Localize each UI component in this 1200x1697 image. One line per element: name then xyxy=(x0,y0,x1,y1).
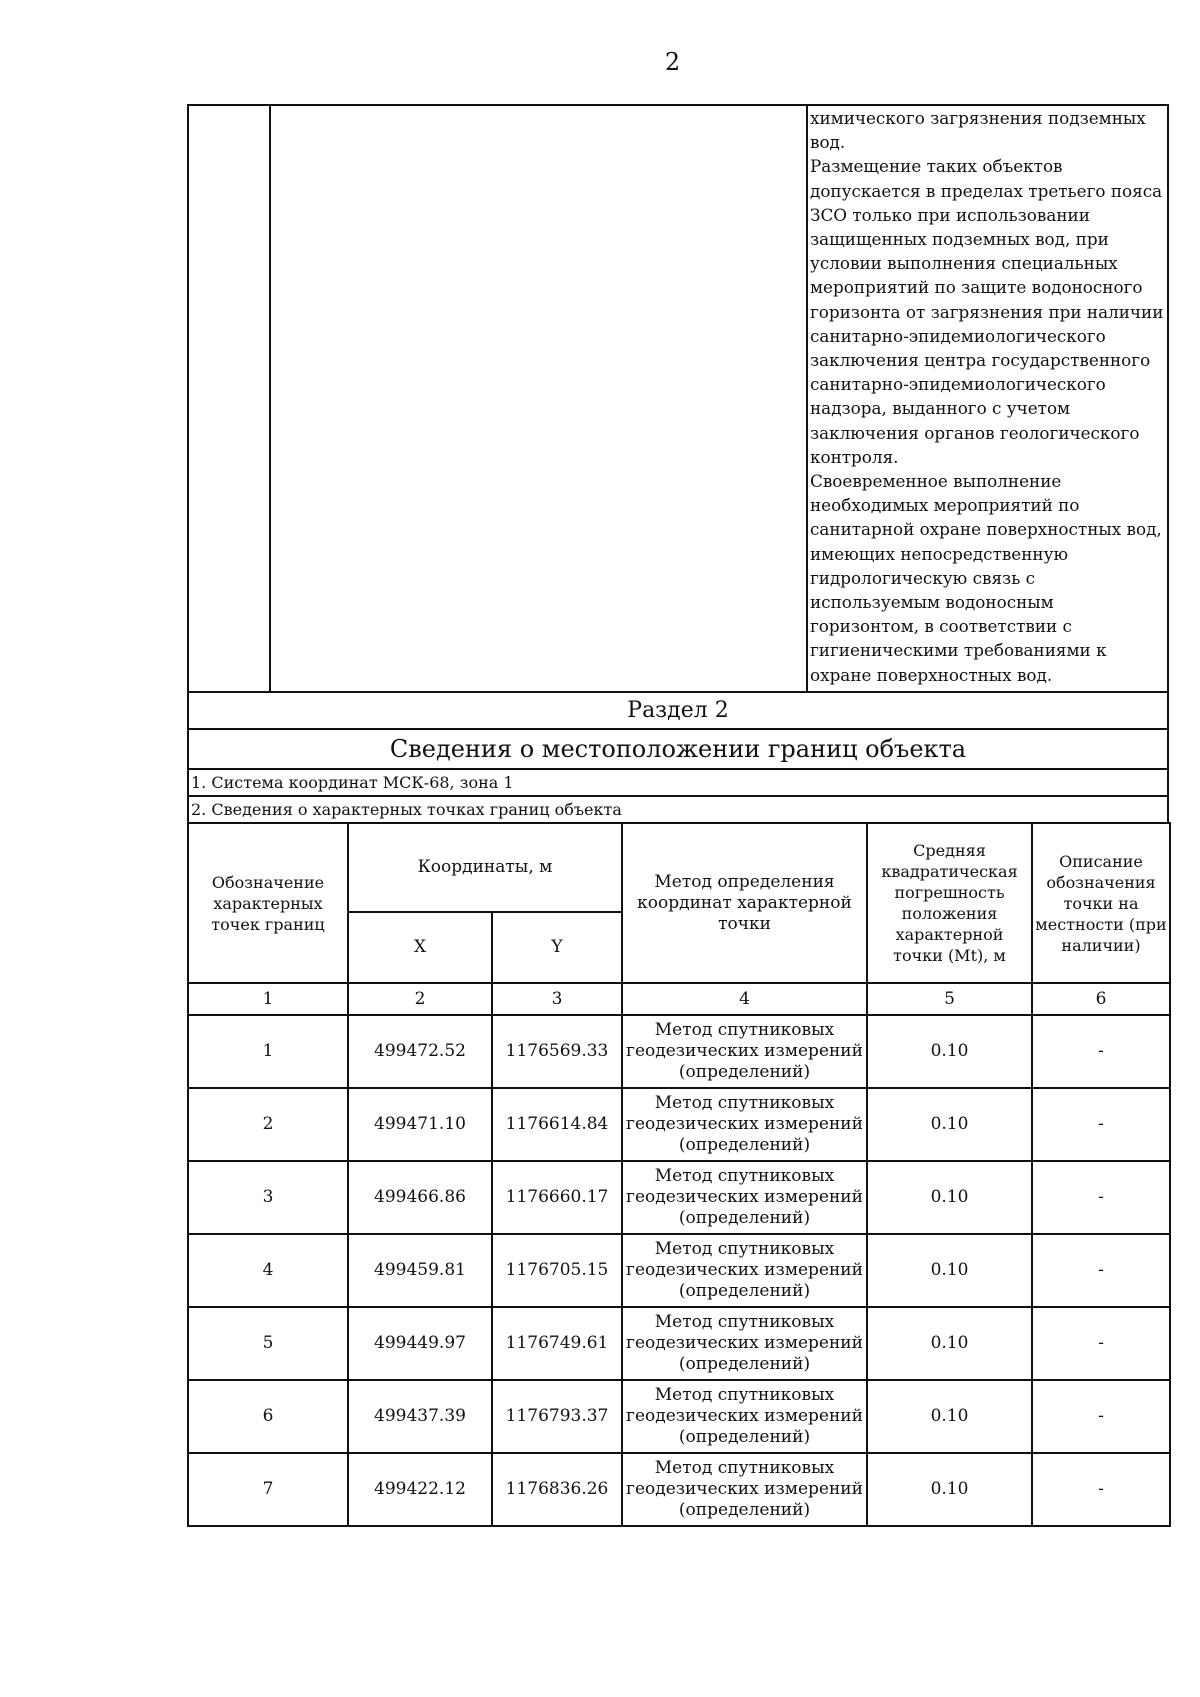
point-id: 7 xyxy=(188,1453,348,1526)
document-body xyxy=(187,104,1169,1527)
point-y: 1176836.26 xyxy=(492,1453,622,1526)
table-row xyxy=(188,1380,1170,1453)
empty-cell-b xyxy=(271,106,808,691)
column-number: 2 xyxy=(348,983,492,1015)
paragraph: химического загрязнения подземных вод. xyxy=(810,108,1146,153)
paragraph: Размещение таких объектов допускается в пределах третьего пояса ЗСО только при использовании защищенных подземных вод, при условии выполнения специальных мероприятий по защите водоносного горизонта от загрязнения при наличии санитарно-эпидемиологического заключения центра государственного санитарно-эпидемиологического надзора, выданного с учетом заключения органов геологического контроля. xyxy=(810,156,1164,467)
points-caption-row: 2. Сведения о характерных точках границ объекта xyxy=(187,795,1169,822)
point-method: Метод спутниковых геодезических измерений (определений) xyxy=(622,1161,867,1234)
point-description: - xyxy=(1032,1015,1170,1088)
point-y: 1176569.33 xyxy=(492,1015,622,1088)
header-description: Описание обозначения точки на местности (при наличии) xyxy=(1032,823,1170,983)
point-x: 499437.39 xyxy=(348,1380,492,1453)
paragraph: Своевременное выполнение необходимых мероприятий по санитарной охране поверхностных вод, имеющих непосредственную гидрологическую связь с используемым водоносным горизонтом, в соответствии с гигиеническими требованиями к охране поверхностных вод. xyxy=(810,471,1162,685)
point-description: - xyxy=(1032,1307,1170,1380)
point-id: 5 xyxy=(188,1307,348,1380)
point-description: - xyxy=(1032,1380,1170,1453)
point-error: 0.10 xyxy=(867,1088,1032,1161)
restrictions-text xyxy=(808,106,1167,691)
point-error: 0.10 xyxy=(867,1015,1032,1088)
point-x: 499449.97 xyxy=(348,1307,492,1380)
point-description: - xyxy=(1032,1234,1170,1307)
point-x: 499422.12 xyxy=(348,1453,492,1526)
point-y: 1176614.84 xyxy=(492,1088,622,1161)
header-y: Y xyxy=(492,912,622,983)
point-error: 0.10 xyxy=(867,1234,1032,1307)
point-method: Метод спутниковых геодезических измерений (определений) xyxy=(622,1380,867,1453)
table-row xyxy=(188,1307,1170,1380)
point-x: 499471.10 xyxy=(348,1088,492,1161)
point-id: 1 xyxy=(188,1015,348,1088)
point-y: 1176749.61 xyxy=(492,1307,622,1380)
point-method: Метод спутниковых геодезических измерений (определений) xyxy=(622,1307,867,1380)
point-error: 0.10 xyxy=(867,1307,1032,1380)
empty-cell-a xyxy=(189,106,271,691)
point-x: 499472.52 xyxy=(348,1015,492,1088)
column-number: 5 xyxy=(867,983,1032,1015)
point-id: 3 xyxy=(188,1161,348,1234)
point-y: 1176660.17 xyxy=(492,1161,622,1234)
point-description: - xyxy=(1032,1161,1170,1234)
header-coords: Координаты, м xyxy=(348,823,622,912)
header-error: Средняя квадратическая погрешность положения характерной точки (Mt), м xyxy=(867,823,1032,983)
restrictions-continuation xyxy=(187,104,1169,691)
point-x: 499466.86 xyxy=(348,1161,492,1234)
table-row xyxy=(188,1234,1170,1307)
header-method: Метод определения координат характерной точки xyxy=(622,823,867,983)
point-id: 2 xyxy=(188,1088,348,1161)
point-x: 499459.81 xyxy=(348,1234,492,1307)
table-row xyxy=(188,1453,1170,1526)
column-number: 3 xyxy=(492,983,622,1015)
point-error: 0.10 xyxy=(867,1453,1032,1526)
table-row xyxy=(188,1015,1170,1088)
header-x: X xyxy=(348,912,492,983)
point-id: 6 xyxy=(188,1380,348,1453)
header-row xyxy=(188,823,1170,912)
point-description: - xyxy=(1032,1088,1170,1161)
coord-system-row: 1. Система координат МСК-68, зона 1 xyxy=(187,768,1169,795)
point-method: Метод спутниковых геодезических измерений (определений) xyxy=(622,1015,867,1088)
point-method: Метод спутниковых геодезических измерений (определений) xyxy=(622,1234,867,1307)
point-y: 1176705.15 xyxy=(492,1234,622,1307)
point-method: Метод спутниковых геодезических измерений (определений) xyxy=(622,1453,867,1526)
section-subtitle: Сведения о местоположении границ объекта xyxy=(187,728,1169,768)
column-number-row xyxy=(188,983,1170,1015)
table-row xyxy=(188,1088,1170,1161)
point-y: 1176793.37 xyxy=(492,1380,622,1453)
column-number: 6 xyxy=(1032,983,1170,1015)
point-id: 4 xyxy=(188,1234,348,1307)
section-title: Раздел 2 xyxy=(187,691,1169,728)
point-error: 0.10 xyxy=(867,1161,1032,1234)
page-number: 2 xyxy=(664,48,681,76)
column-number: 1 xyxy=(188,983,348,1015)
coordinates-table xyxy=(187,822,1171,1527)
table-row xyxy=(188,1161,1170,1234)
point-error: 0.10 xyxy=(867,1380,1032,1453)
column-number: 4 xyxy=(622,983,867,1015)
header-designation: Обозначение характерных точек границ xyxy=(188,823,348,983)
point-method: Метод спутниковых геодезических измерений (определений) xyxy=(622,1088,867,1161)
point-description: - xyxy=(1032,1453,1170,1526)
